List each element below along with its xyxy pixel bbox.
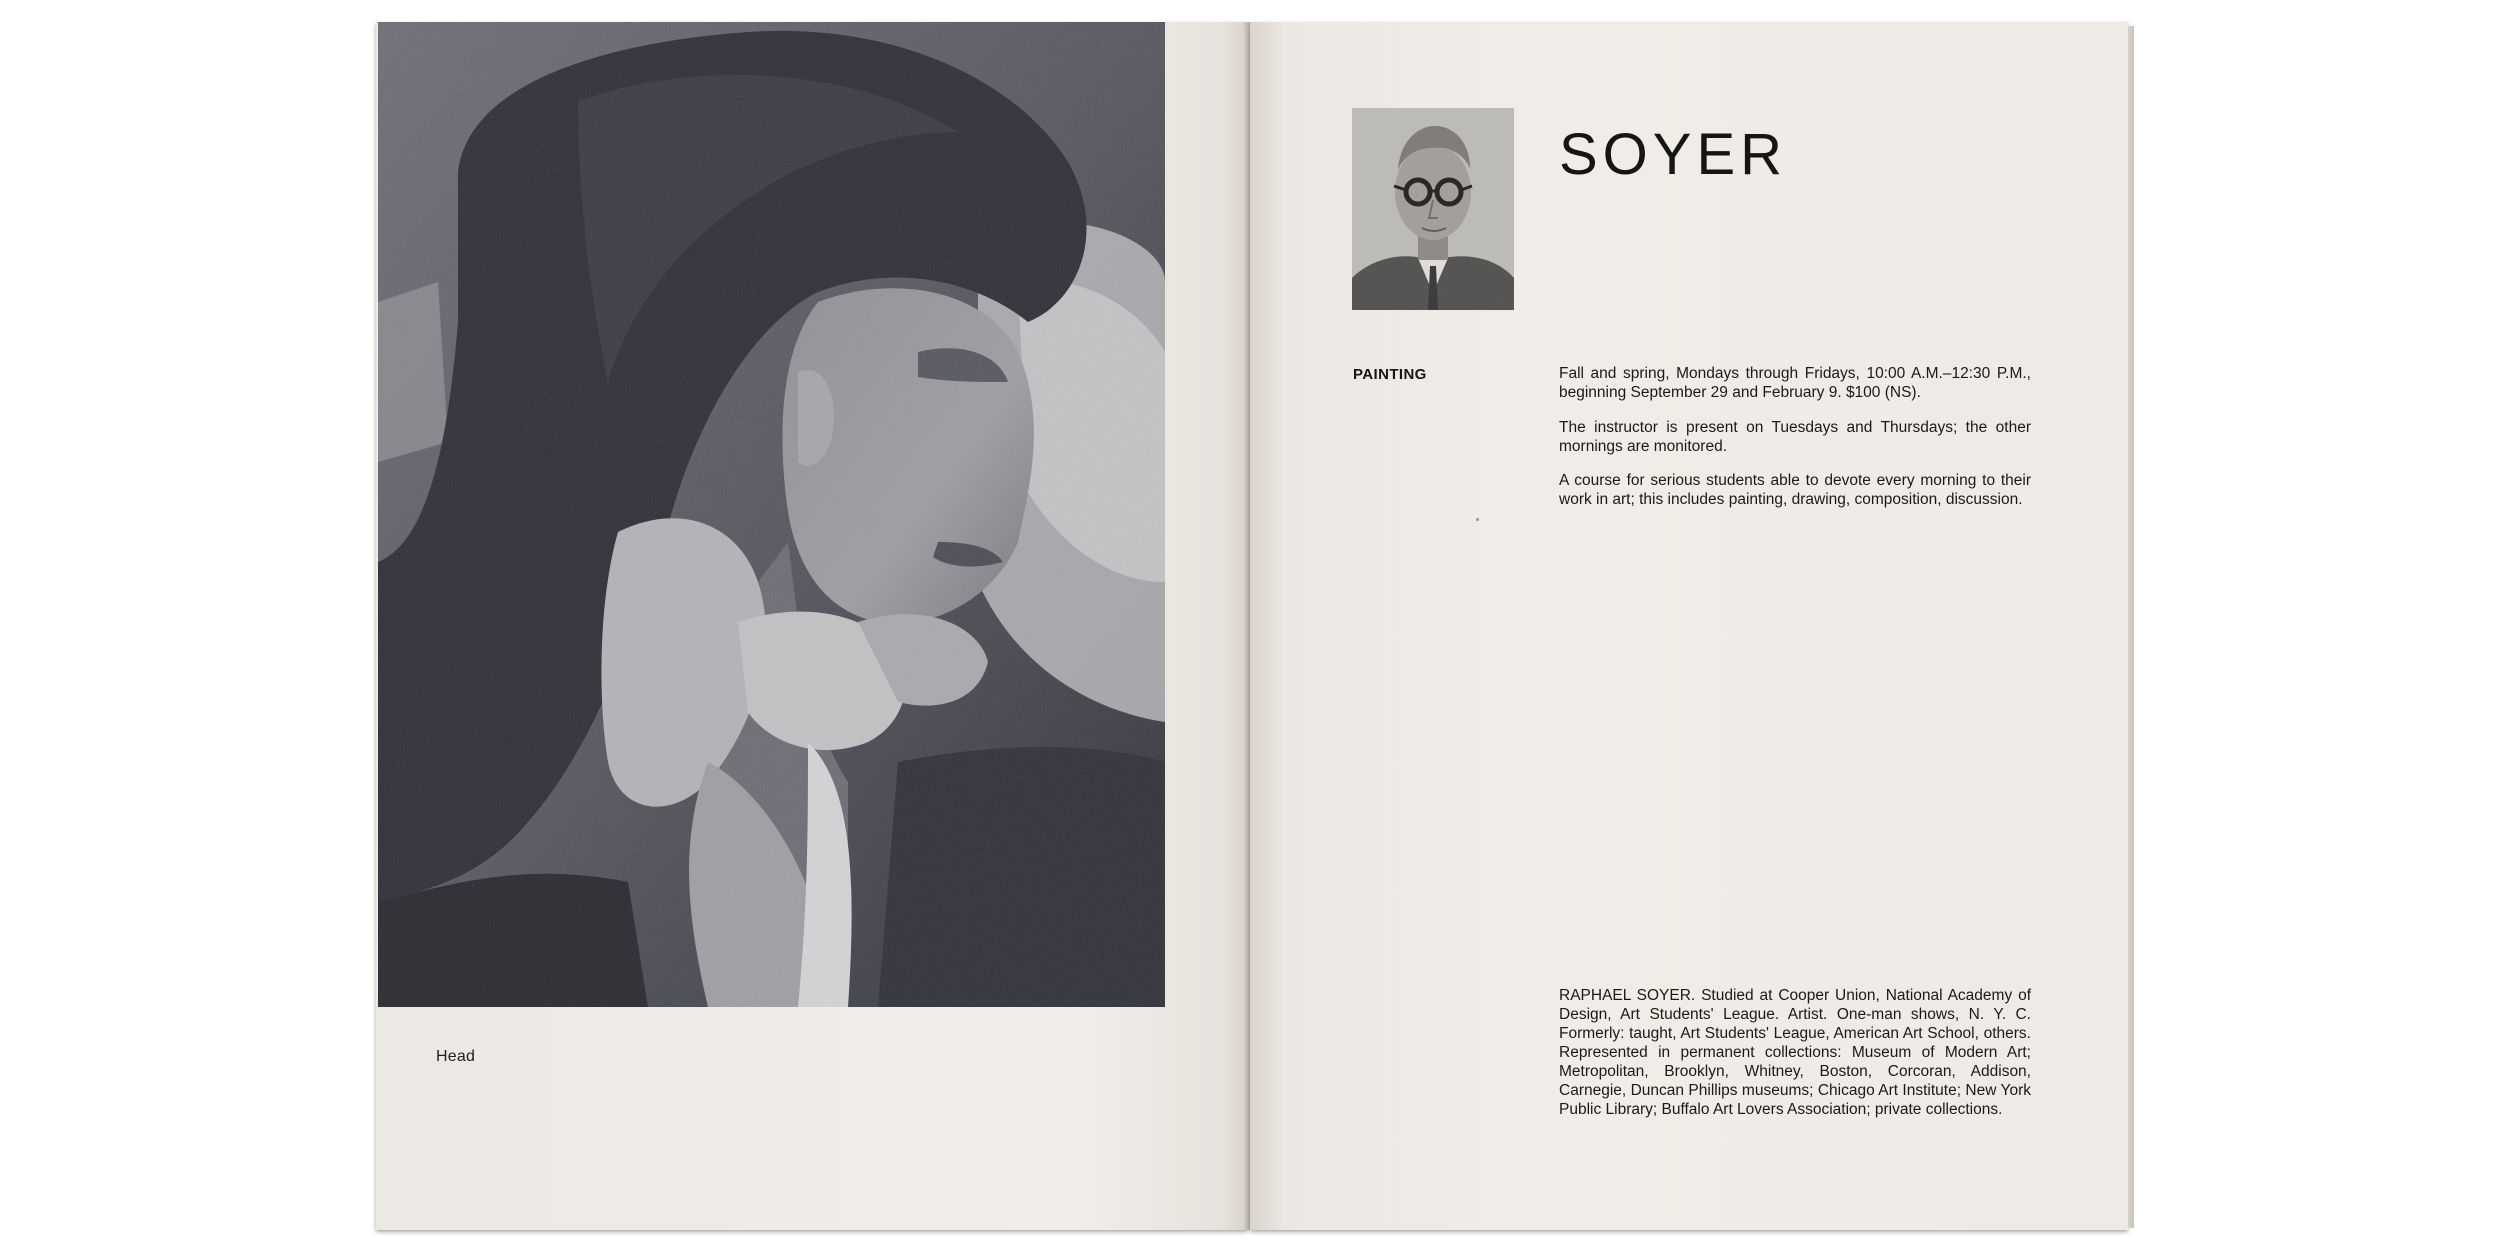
course-description-paragraph: A course for serious students able to devote every morning to their work in art; this includes painting, drawing, composition, discussion. — [1559, 472, 2031, 508]
booklet-spread — [376, 22, 2128, 1232]
instructor-presence-paragraph: The instructor is present on Tuesdays and Thursdays; the other mornings are monitored. — [1559, 419, 2031, 455]
course-label: PAINTING — [1353, 366, 1427, 383]
paper-speck — [1476, 518, 1479, 521]
instructor-portrait-photo — [1352, 108, 1514, 310]
page-edge — [2128, 26, 2134, 1228]
right-page — [1250, 22, 2128, 1230]
left-page — [376, 22, 1248, 1230]
instructor-biography: RAPHAEL SOYER. Studied at Cooper Union, National Academy of Design, Art Students' League. Artist. One-man shows, N. Y. C. Formerly: taught, Art Students' League, American Art School, others. Represented in permanent collections: Museum of Modern Art; Metropolitan, Brooklyn, Whitney, Boston, Corcoran, Addison, Carnegie, Duncan Phillips museums; Chicago Art Institute; New York Public Library; Buffalo Art Lovers Association; private collections. — [1559, 987, 2031, 1118]
artwork-caption: Head — [436, 1048, 476, 1065]
schedule-paragraph: Fall and spring, Mondays through Fridays, 10:00 A.M.–12:30 P.M., beginning September 29 and February 9. $100 (NS). — [1559, 365, 2031, 401]
painting-head-image — [378, 22, 1165, 1007]
instructor-name: SOYER — [1559, 122, 1788, 187]
